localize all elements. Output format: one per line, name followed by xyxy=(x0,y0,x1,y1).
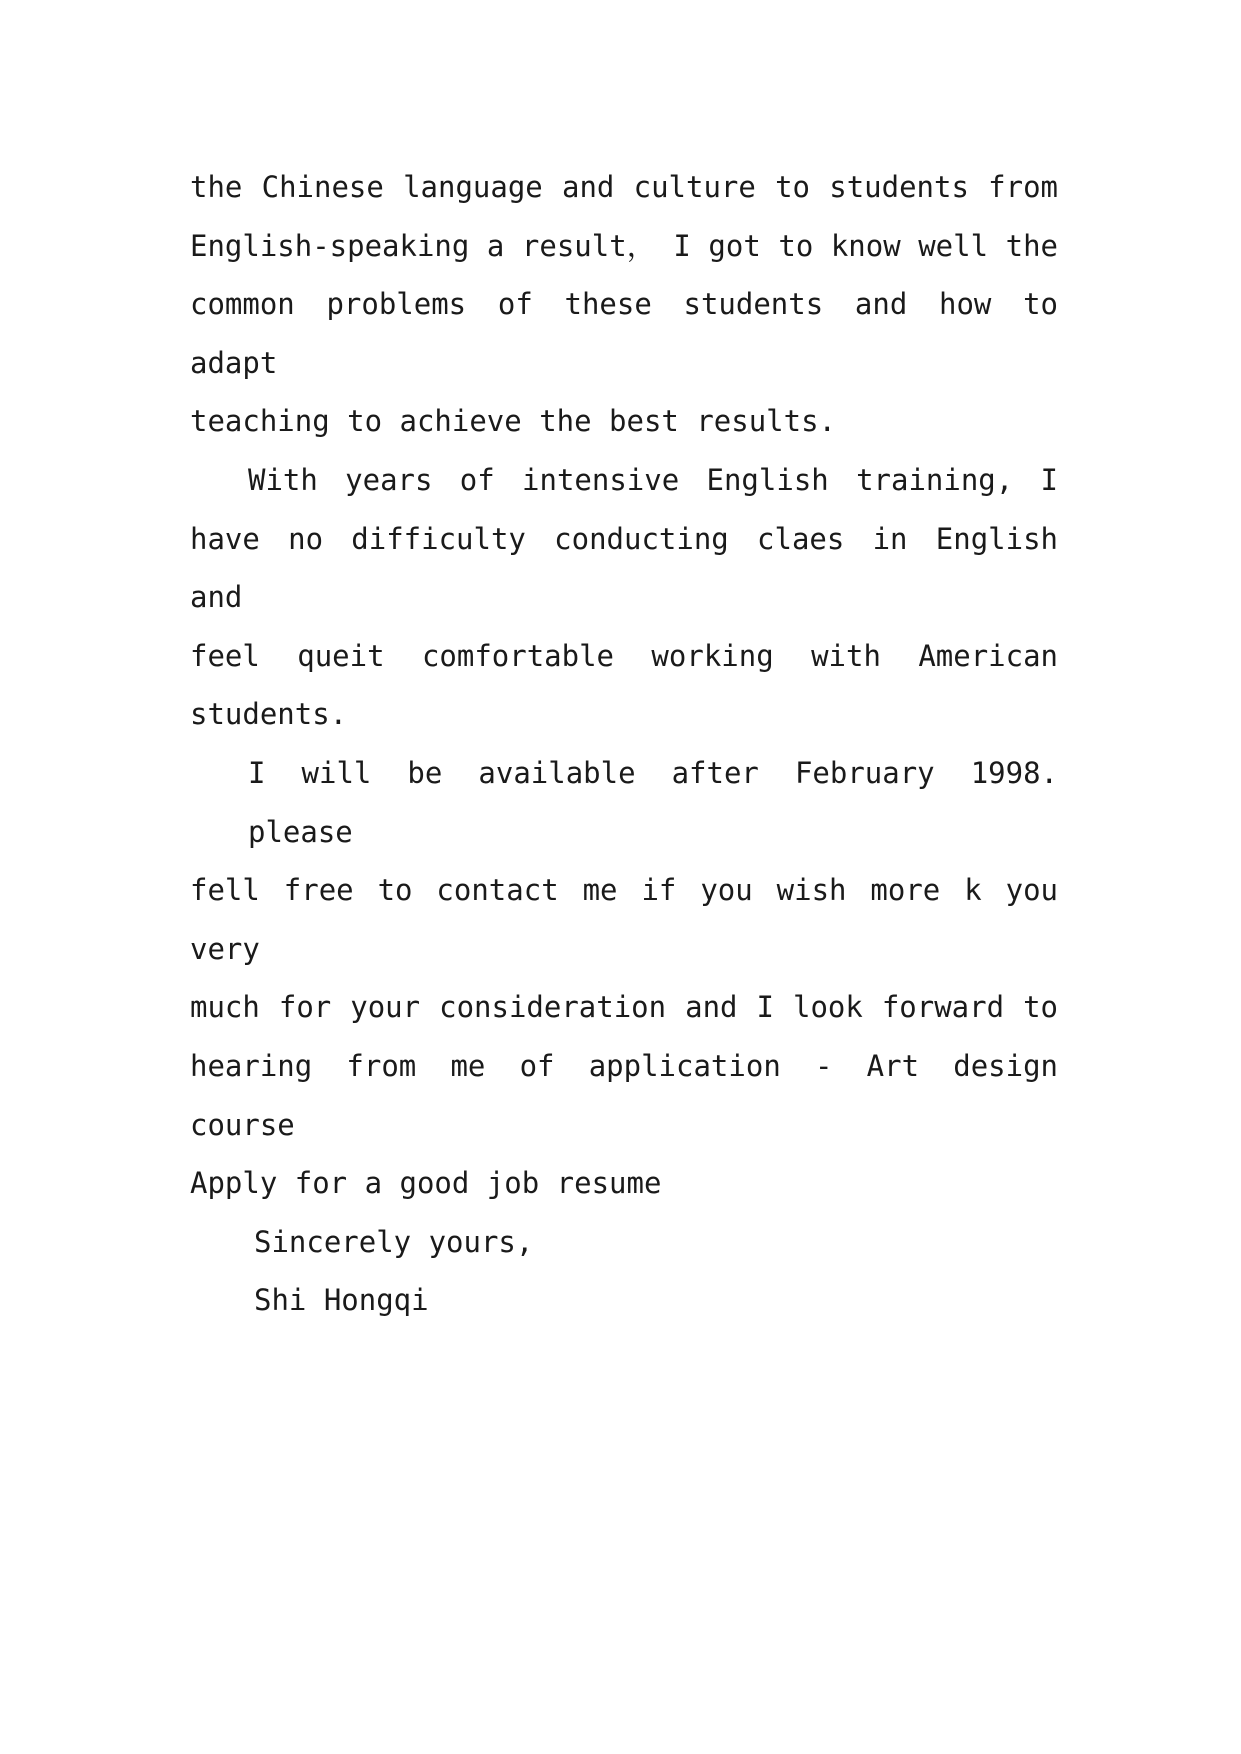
body-line: teaching to achieve the best results. xyxy=(190,404,837,439)
body-line: have no difficulty conducting claes in English and xyxy=(190,521,1058,615)
body-line: the Chinese language and culture to students from xyxy=(190,170,1058,204)
body-line: common problems of these students and how to adapt xyxy=(190,287,1058,380)
closing-line: Sincerely yours, xyxy=(254,1224,534,1259)
signature-name: Shi Hongqi xyxy=(254,1283,429,1318)
body-line: With years of intensive English training, I xyxy=(248,462,1058,497)
body-line: fell free to contact me if you wish more k you very xyxy=(190,873,1058,966)
body-line: English-speaking a result， I got to know well the xyxy=(190,228,1058,263)
body-line: students. xyxy=(190,697,348,732)
body-line: I will be available after February 1998. please xyxy=(248,755,1058,849)
body-line: feel queit comfortable working with American xyxy=(190,638,1058,673)
body-line: much for your consideration and I look forward to xyxy=(190,990,1058,1025)
letter-body xyxy=(190,158,1058,1330)
body-line: hearing from me of application - Art design course xyxy=(190,1048,1058,1142)
body-line: Apply for a good job resume xyxy=(190,1166,662,1201)
